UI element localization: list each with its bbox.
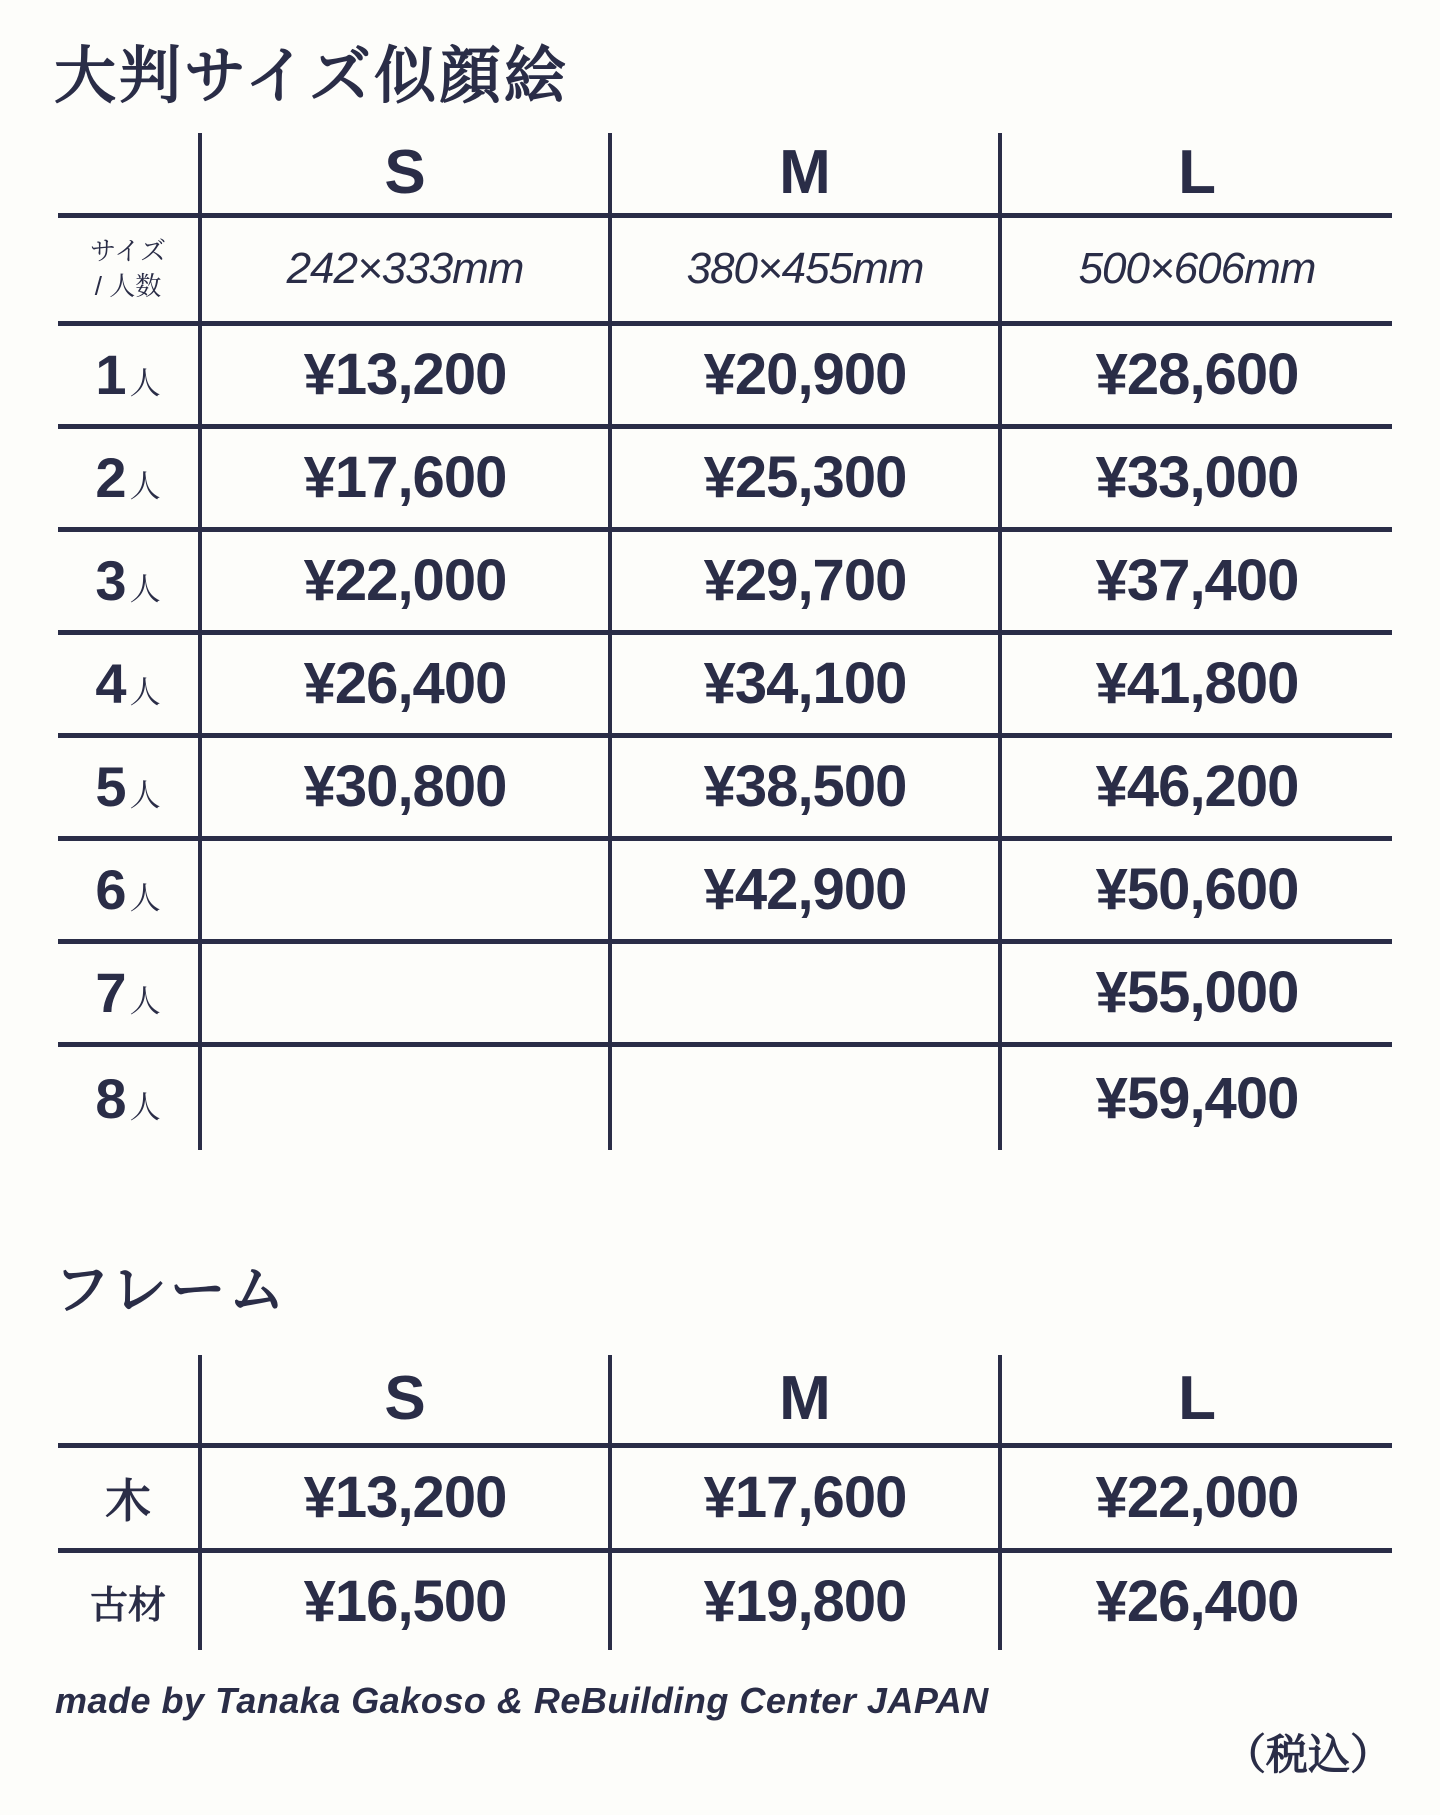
table-row: [58, 323, 1392, 426]
price-cell: ¥22,000: [200, 529, 610, 632]
row-label: 1人: [58, 323, 200, 426]
price-cell: ¥55,000: [1000, 941, 1392, 1044]
size-label-line2: / 人数: [94, 271, 162, 301]
row-label: 3人: [58, 529, 200, 632]
frame-column-header-m: M: [610, 1355, 1000, 1445]
frame-column-header-s: S: [200, 1355, 610, 1445]
price-cell: ¥13,200: [200, 1445, 610, 1550]
column-header-s: S: [200, 133, 610, 215]
table-row: [58, 735, 1392, 838]
price-cell: ¥34,100: [610, 632, 1000, 735]
table-row: [58, 632, 1392, 735]
portrait-header-row: [58, 133, 1392, 215]
size-per-count-label: [58, 215, 200, 323]
price-cell: ¥37,400: [1000, 529, 1392, 632]
table-row: [58, 941, 1392, 1044]
frame-row-label-reclaimed-wood: 古材: [58, 1550, 200, 1650]
price-cell: ¥17,600: [610, 1445, 1000, 1550]
price-cell: ¥20,900: [610, 323, 1000, 426]
price-cell: ¥59,400: [1095, 1065, 1299, 1131]
corner-header-cell: [58, 133, 200, 215]
row-label: 6人: [58, 838, 200, 941]
page-title: 大判サイズ似顔絵: [54, 42, 570, 111]
portrait-price-table: [58, 133, 1392, 1150]
price-cell: ¥13,200: [200, 323, 610, 426]
size-dimensions-l: 500×606mm: [1000, 215, 1392, 323]
price-cell: ¥46,200: [1000, 735, 1392, 838]
frame-corner-cell: [58, 1355, 200, 1445]
price-cell: ¥22,000: [1000, 1445, 1392, 1550]
price-cell: ¥19,800: [610, 1550, 1000, 1650]
row-label: 8人: [58, 1044, 200, 1150]
price-cell: ¥41,800: [1000, 632, 1392, 735]
column-header-m: M: [610, 133, 1000, 215]
row-label: 5人: [58, 735, 200, 838]
table-row: [58, 1044, 1392, 1150]
frame-row-label-wood: 木: [58, 1445, 200, 1550]
size-dimensions-m: 380×455mm: [610, 215, 1000, 323]
tax-included-note: （税込）: [1223, 1731, 1392, 1778]
price-cell-empty: [200, 1044, 610, 1150]
frame-column-header-l: L: [1000, 1355, 1392, 1445]
credit-line: made by Tanaka Gakoso & ReBuilding Center JAPAN: [55, 1680, 989, 1721]
price-cell: ¥29,700: [610, 529, 1000, 632]
price-cell: ¥30,800: [200, 735, 610, 838]
table-row: [58, 838, 1392, 941]
price-cell-empty: [610, 941, 1000, 1044]
price-cell: ¥38,500: [610, 735, 1000, 838]
price-cell: ¥42,900: [610, 838, 1000, 941]
price-cell: ¥25,300: [610, 426, 1000, 529]
price-cell-empty: [200, 941, 610, 1044]
row-label: 2人: [58, 426, 200, 529]
size-label-line1: サイズ: [90, 235, 166, 266]
frame-header-row: [58, 1355, 1392, 1445]
frame-section-title: フレーム: [54, 1258, 288, 1321]
table-row: [58, 426, 1392, 529]
table-row: [58, 1550, 1392, 1650]
table-row: [58, 1445, 1392, 1550]
row-label: 4人: [58, 632, 200, 735]
frame-price-table: [58, 1355, 1392, 1650]
portrait-size-row: [58, 215, 1392, 323]
price-cell: ¥28,600: [1000, 323, 1392, 426]
column-header-l: L: [1000, 133, 1392, 215]
price-cell: ¥26,400: [200, 632, 610, 735]
table-row: [58, 529, 1392, 632]
price-cell: ¥33,000: [1000, 426, 1392, 529]
row-label: 7人: [58, 941, 200, 1044]
price-cell-empty: [610, 1044, 1000, 1150]
price-cell: ¥16,500: [200, 1550, 610, 1650]
price-cell: ¥26,400: [1095, 1568, 1299, 1634]
price-cell: ¥50,600: [1000, 838, 1392, 941]
price-cell: ¥17,600: [200, 426, 610, 529]
price-cell-empty: [200, 838, 610, 941]
size-dimensions-s: 242×333mm: [200, 215, 610, 323]
